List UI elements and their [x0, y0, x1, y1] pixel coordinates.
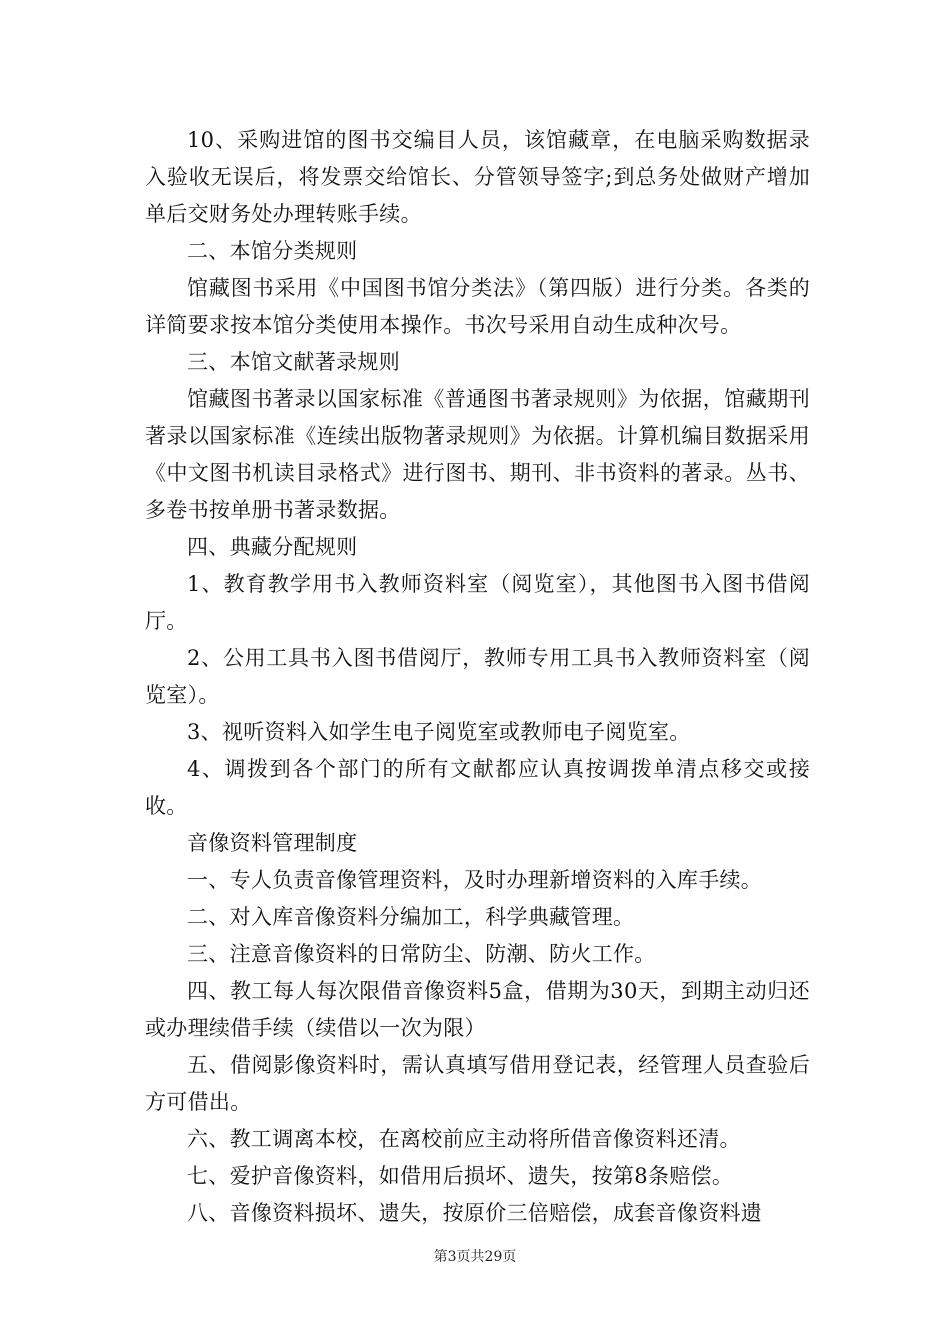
paragraph-rule-1: 一、专人负责音像管理资料，及时办理新增资料的入库手续。: [187, 868, 763, 892]
paragraph-distribution-4: 4、调拨到各个部门的所有文献都应认真按调拨单清点移交或接收。: [145, 757, 810, 818]
paragraph-distribution-3: 3、视听资料入如学生电子阅览室或教师电子阅览室。: [187, 720, 691, 744]
paragraph-1: 10、采购进馆的图书交编目人员，该馆藏章，在电脑采购数据录入验收无误后，将发票交给馆长、分管领导签字;到总务处做财产增加单后交财务处办理转账手续。: [145, 128, 810, 226]
paragraph-rule-3: 三、注意音像资料的日常防尘、防潮、防火工作。: [187, 942, 656, 966]
paragraph-distribution-1: 1、教育教学用书入教师资料室（阅览室），其他图书入图书借阅厅。: [145, 572, 810, 633]
section-heading-cataloging: 三、本馆文献著录规则: [187, 350, 400, 374]
paragraph-rule-4: 四、教工每人每次限借音像资料5盒，借期为30天，到期主动归还或办理续借手续（续借以一次为限）: [145, 979, 810, 1040]
paragraph-rule-8: 八、音像资料损坏、遗失，按原价三倍赔偿，成套音像资料遗: [187, 1201, 763, 1225]
paragraph-distribution-2: 2、公用工具书入图书借阅厅，教师专用工具书入教师资料室（阅览室）。: [145, 646, 810, 707]
paragraph-rule-6: 六、教工调离本校，在离校前应主动将所借音像资料还清。: [187, 1127, 741, 1151]
page-number: 第3页共29页: [433, 1249, 517, 1265]
section-heading-distribution: 四、典藏分配规则: [187, 535, 358, 559]
paragraph-cataloging: 馆藏图书著录以国家标准《普通图书著录规则》为依据，馆藏期刊著录以国家标准《连续出版物著录规则》为依据。计算机编目数据采用《中文图书机读目录格式》进行图书、期刊、非书资料的著录。丛书、多卷书按单册书著录数据。: [145, 387, 810, 522]
document-body: [145, 122, 810, 1232]
paragraph-classification: 馆藏图书采用《中国图书馆分类法》（第四版）进行分类。各类的详简要求按本馆分类使用本操作。书次号采用自动生成种次号。: [145, 276, 810, 337]
section-heading-audiovisual: 音像资料管理制度: [187, 831, 358, 855]
paragraph-rule-5: 五、借阅影像资料时，需认真填写借用登记表，经管理人员查验后方可借出。: [145, 1053, 810, 1114]
paragraph-rule-7: 七、爱护音像资料，如借用后损坏、遗失，按第8条赔偿。: [187, 1164, 734, 1188]
section-heading-classification: 二、本馆分类规则: [187, 239, 358, 263]
paragraph-rule-2: 二、对入库音像资料分编加工，科学典藏管理。: [187, 905, 635, 929]
